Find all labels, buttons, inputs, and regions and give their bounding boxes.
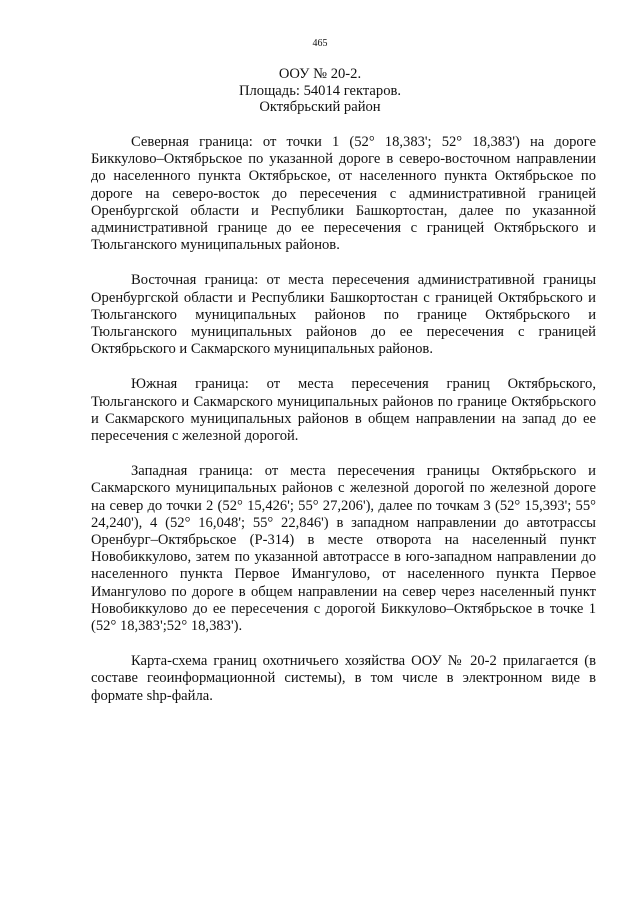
paragraph-east-border: Восточная граница: от места пересечения административной границы Оренбургской области и Республики Башкортостан с границей Октябрьского и Тюльганского муниципальных районов по границе Октябрьского и Тюльганского муниципальных районов до ее пересечения с границей Октябрьского и Сакмарского муниципальных районов. [91,272,596,358]
paragraph-map-scheme: Карта-схема границ охотничьего хозяйства ООУ № 20-2 прилагается (в составе геоинформационной системы), в том числе в электронном виде в формате shp-файла. [91,653,596,704]
paragraph-west-border: Западная граница: от места пересечения границы Октябрьского и Сакмарского муниципальных районов с железной дорогой по железной дороге на север до точки 2 (52° 15,426'; 55° 27,206'), далее по точкам 3 (52° 15,393'; 55° 24,240'), 4 (52° 16,048'; 55° 22,846') в западном направлении до автотрассы Оренбург–Октябрьское (Р-314) в месте отворота на населенный пункт Новобиккулово, затем по указанной автотрассе в юго-западном направлении до населенного пункта Первое Имангулово, от населенного пункта Первое Имангулово по дороге в общем направлении на север через населенный пункт Новобиккулово до ее пересечения с дорогой Биккулово–Октябрьское в точке 1 (52° 18,383';52° 18,383'). [91,463,596,635]
heading-hunting-ground-id: ООУ № 20-2. [278,66,362,82]
heading-district: Октябрьский район [259,99,381,115]
paragraph-south-border: Южная граница: от места пересечения границ Октябрьского, Тюльганского и Сакмарского муниципальных районов по границе Октябрьского и Сакмарского муниципальных районов в общем направлении на запад до ее пересечения с железной дорогой. [91,376,596,445]
paragraph-north-border: Северная граница: от точки 1 (52° 18,383'; 52° 18,383') на дороге Биккулово–Октябрьское по указанной дороге в северо-восточном направлении до населенного пункта Октябрьское, от населенного пункта Октябрьское по дороге на северо-восток до пересечения с административной границей Оренбургской области и Республики Башкортостан, далее по указанной административной границе до ее пересечения с границей Октябрьского и Тюльганского муниципальных районов. [91,134,596,254]
document-heading [0,66,640,116]
document-body [91,134,596,723]
page-number: 465 [312,38,328,49]
heading-area: Площадь: 54014 гектаров. [238,82,402,99]
